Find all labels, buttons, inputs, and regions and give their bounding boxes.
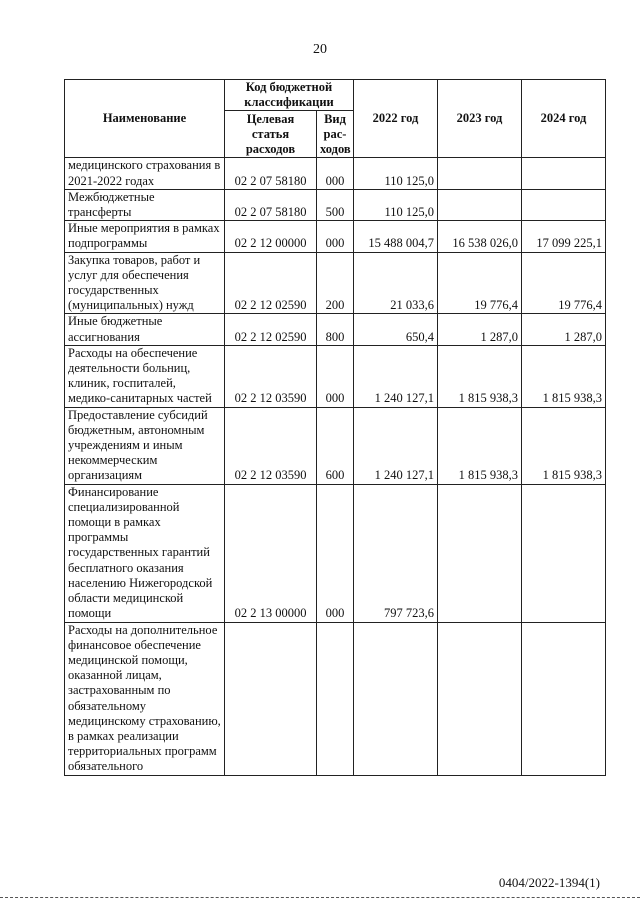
table-row: [65, 189, 606, 220]
row-code: 02 2 12 00000: [225, 221, 317, 252]
page-bottom-divider: [0, 897, 640, 898]
row-2024: 1 287,0: [522, 314, 606, 345]
row-code: 02 2 12 02590: [225, 252, 317, 314]
row-name: Предоставление субсидий бюджетным, автономным учреждениям и иным некоммерческим организациям: [65, 407, 225, 484]
row-2024: [522, 484, 606, 622]
table-row: [65, 158, 606, 189]
row-2022: 650,4: [354, 314, 438, 345]
row-2024: 17 099 225,1: [522, 221, 606, 252]
header-target-article: Целевая статья расходов: [225, 111, 317, 158]
budget-table: [64, 79, 606, 776]
row-kind: 000: [317, 158, 354, 189]
row-kind: 800: [317, 314, 354, 345]
header-2022: 2022 год: [354, 80, 438, 158]
row-2022: 15 488 004,7: [354, 221, 438, 252]
row-name: Расходы на обеспечение деятельности больниц, клиник, госпиталей, медико-санитарных частей: [65, 345, 225, 407]
row-2022: [354, 622, 438, 775]
table-row: [65, 252, 606, 314]
table-row: [65, 622, 606, 775]
row-2022: 110 125,0: [354, 158, 438, 189]
row-kind: 200: [317, 252, 354, 314]
row-code: 02 2 12 02590: [225, 314, 317, 345]
row-name: Иные бюджетные ассигнования: [65, 314, 225, 345]
row-name: Иные мероприятия в рамках подпрограммы: [65, 221, 225, 252]
header-name: Наименование: [65, 80, 225, 158]
document-code: 0404/2022-1394(1): [498, 875, 600, 890]
row-code: 02 2 07 58180: [225, 189, 317, 220]
row-2023: 16 538 026,0: [438, 221, 522, 252]
row-2022: 1 240 127,1: [354, 407, 438, 484]
row-kind: 000: [317, 484, 354, 622]
row-kind: [317, 622, 354, 775]
row-code: 02 2 07 58180: [225, 158, 317, 189]
header-expense-kind: Вид рас-ходов: [317, 111, 354, 158]
page-number: 20: [313, 42, 327, 57]
row-2023: 19 776,4: [438, 252, 522, 314]
row-2024: [522, 158, 606, 189]
row-2022: 21 033,6: [354, 252, 438, 314]
header-2024: 2024 год: [522, 80, 606, 158]
table-row: [65, 221, 606, 252]
row-2024: 19 776,4: [522, 252, 606, 314]
row-2024: 1 815 938,3: [522, 345, 606, 407]
header-2023: 2023 год: [438, 80, 522, 158]
table-row: [65, 345, 606, 407]
row-code: 02 2 12 03590: [225, 345, 317, 407]
header-code-group: Код бюджетной классификации: [225, 80, 354, 111]
row-2024: 1 815 938,3: [522, 407, 606, 484]
row-name: Закупка товаров, работ и услуг для обеспечения государственных (муниципальных) нужд: [65, 252, 225, 314]
row-2023: [438, 484, 522, 622]
row-name: медицинского страхования в 2021-2022 годах: [65, 158, 225, 189]
row-2024: [522, 189, 606, 220]
row-kind: 000: [317, 345, 354, 407]
row-2023: 1 815 938,3: [438, 345, 522, 407]
row-2022: 1 240 127,1: [354, 345, 438, 407]
row-code: [225, 622, 317, 775]
table-row: [65, 314, 606, 345]
row-2023: 1 287,0: [438, 314, 522, 345]
table-row: [65, 407, 606, 484]
row-2023: [438, 622, 522, 775]
row-2023: [438, 158, 522, 189]
row-2022: 797 723,6: [354, 484, 438, 622]
row-2023: [438, 189, 522, 220]
row-kind: 000: [317, 221, 354, 252]
row-kind: 600: [317, 407, 354, 484]
row-kind: 500: [317, 189, 354, 220]
row-code: 02 2 13 00000: [225, 484, 317, 622]
row-2024: [522, 622, 606, 775]
row-name: Межбюджетные трансферты: [65, 189, 225, 220]
row-2023: 1 815 938,3: [438, 407, 522, 484]
row-name: Финансирование специализированной помощи в рамках программы государственных гарантий бесплатного оказания населению Нижегородской области медицинской помощи: [65, 484, 225, 622]
row-code: 02 2 12 03590: [225, 407, 317, 484]
row-2022: 110 125,0: [354, 189, 438, 220]
row-name: Расходы на дополнительное финансовое обеспечение медицинской помощи, оказанной лицам, застрахованным по обязательному медицинскому страхованию, в рамках реализации территориальных программ обязательного: [65, 622, 225, 775]
table-row: [65, 484, 606, 622]
